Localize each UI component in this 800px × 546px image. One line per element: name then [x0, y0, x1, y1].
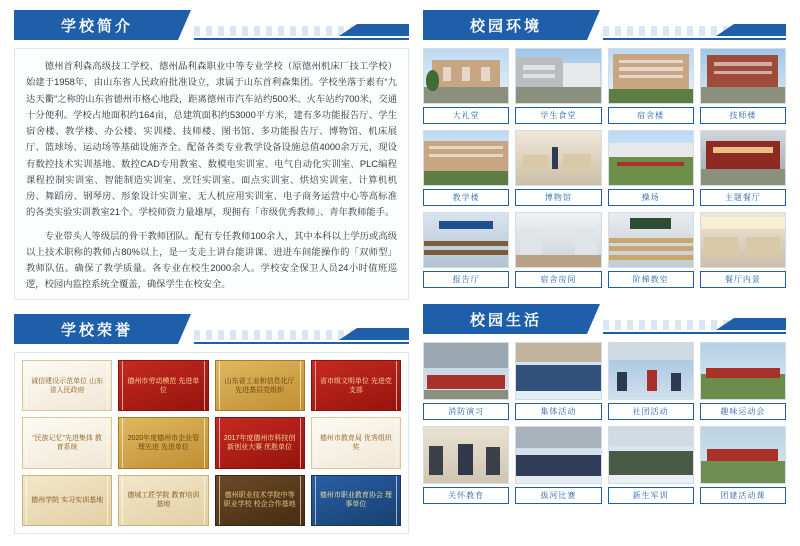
section-header-environment	[423, 10, 786, 40]
photo-caption: 消防演习	[423, 403, 509, 420]
photo-teaching-building	[423, 130, 509, 186]
header-decoration	[194, 10, 409, 40]
photo-item[interactable]	[700, 426, 786, 504]
photo-caption: 拔河比赛	[515, 487, 601, 504]
certificate-label: 诚信建设示范单位 山东省人民政府	[26, 360, 108, 411]
photo-caption: 关怀教育	[423, 487, 509, 504]
photo-military-training	[608, 426, 694, 484]
photo-caption: 主题餐厅	[700, 189, 786, 206]
intro-paragraph: 德州首利森高级技工学校、德州晶利森职业中等专业学校（原德州机床厂技工学校）始建于1958年，由山东省人民政府批准设立，隶属于山东首利森集团。学校坐落于素有“九达天衢”之称的山东省德州市格心地段，距离德州市汽车站约500米、火车站约700米，交通十分便利。学校占地面积约164亩，总建筑面积约53000平方米，建有多功能报告厅、学生宿舍楼、教学楼、办公楼、实训楼、技师楼、图书馆、多功能报告厅、博物馆、机床展厅、篮球场、运动场等基础设施齐全。配备各类专业教学设备设施总值4000余万元，现设有数控技术实训基地、数控CAD专用教室、数模电实训室、电气自动化实训室、PLC编程课程控制实训室、智能制造实训室、烹饪实训室、面点实训室、烘焙实训室、计算机机房、舞蹈房、钢琴房、形象设计实训室、无人机应用实训室、电子商务运营中心等高标准的各类实验实训教室21个。学校师资力量雄厚，现拥有「市级优秀教师」、青年教师能手。	[26, 61, 397, 218]
photo-care-education	[423, 426, 509, 484]
certificate-label: 2017年度德州市科技创新创业大赛 优胜单位	[219, 417, 301, 468]
photo-item[interactable]	[423, 48, 509, 124]
photo-caption: 宿舍楼	[608, 107, 694, 124]
header-decoration	[603, 10, 786, 40]
photo-theme-restaurant	[700, 130, 786, 186]
photo-canteen-interior	[700, 212, 786, 268]
photo-caption: 博物馆	[515, 189, 601, 206]
section-title-environment: 校园环境	[423, 10, 587, 40]
photo-item[interactable]	[423, 212, 509, 288]
photo-item[interactable]	[608, 48, 694, 124]
photo-caption: 操场	[608, 189, 694, 206]
photo-tech-building	[700, 48, 786, 104]
photo-item[interactable]	[515, 342, 601, 420]
certificate-item	[215, 475, 305, 526]
certificate-label: 德城工匠学院 教育培训基地	[122, 475, 204, 526]
certificate-label: 德州学院 实习实训基地	[26, 475, 108, 526]
two-column-layout	[14, 10, 786, 536]
photo-item[interactable]	[515, 426, 601, 504]
certificate-label: 省市级文明单位 先进党支部	[315, 360, 397, 411]
photo-item[interactable]	[608, 426, 694, 504]
photo-playground	[608, 130, 694, 186]
certificate-item	[215, 360, 305, 411]
section-header-intro	[14, 10, 409, 40]
certificate-item	[22, 360, 112, 411]
campus-environment-gallery	[423, 48, 786, 288]
photo-item[interactable]	[515, 130, 601, 206]
certificate-item	[215, 417, 305, 468]
school-introduction-text	[14, 48, 409, 300]
photo-caption: 大礼堂	[423, 107, 509, 124]
certificate-item	[22, 475, 112, 526]
photo-caption: 报告厅	[423, 271, 509, 288]
section-header-honor	[14, 314, 409, 344]
photo-caption: 技师楼	[700, 107, 786, 124]
photo-caption: 阶梯教室	[608, 271, 694, 288]
header-decoration	[194, 314, 409, 344]
header-decoration	[603, 304, 786, 334]
photo-caption: 社团活动	[608, 403, 694, 420]
photo-caption: 团建活动课	[700, 487, 786, 504]
photo-classroom	[608, 212, 694, 268]
certificate-label: 德州市教育局 优秀组织奖	[315, 417, 397, 468]
left-column	[14, 10, 409, 536]
certificate-label: 德州职业技术学院中等职业学校 校企合作基地	[219, 475, 301, 526]
photo-caption: 宿舍房间	[515, 271, 601, 288]
photo-caption: 餐厅内景	[700, 271, 786, 288]
photo-item[interactable]	[423, 342, 509, 420]
photo-item[interactable]	[423, 426, 509, 504]
photo-item[interactable]	[608, 342, 694, 420]
certificate-item	[22, 417, 112, 468]
certificate-item	[311, 360, 401, 411]
certificate-item	[118, 360, 208, 411]
photo-item[interactable]	[700, 48, 786, 124]
photo-caption: 学生食堂	[515, 107, 601, 124]
photo-lecture-hall	[423, 212, 509, 268]
right-column	[423, 10, 786, 536]
section-title-life: 校园生活	[423, 304, 587, 334]
campus-life-gallery	[423, 342, 786, 504]
photo-group-activity	[515, 342, 601, 400]
photo-caption: 集体活动	[515, 403, 601, 420]
photo-item[interactable]	[608, 212, 694, 288]
photo-caption: 趣味运动会	[700, 403, 786, 420]
photo-item[interactable]	[423, 130, 509, 206]
photo-dorm	[608, 48, 694, 104]
certificate-item	[118, 417, 208, 468]
photo-dorm-room	[515, 212, 601, 268]
photo-item[interactable]	[515, 212, 601, 288]
photo-item[interactable]	[700, 342, 786, 420]
photo-museum	[515, 130, 601, 186]
certificate-item	[118, 475, 208, 526]
photo-tug-of-war	[515, 426, 601, 484]
certificate-item	[311, 475, 401, 526]
photo-item[interactable]	[515, 48, 601, 124]
certificate-label: 德州市劳动模范 先进单位	[122, 360, 204, 411]
certificate-item	[311, 417, 401, 468]
photo-sports-meet	[700, 342, 786, 400]
photo-hall	[423, 48, 509, 104]
certificate-label: 山东省工业和信息化厅 先进基层党组织	[219, 360, 301, 411]
certificate-label: “民族记忆”先进集体 教育系统	[26, 417, 108, 468]
certificate-label: 2020年度德州市企业管理先进 先进单位	[122, 417, 204, 468]
section-header-life	[423, 304, 786, 334]
honor-certificate-grid	[14, 352, 409, 534]
photo-item[interactable]	[700, 212, 786, 288]
intro-paragraph: 专业带头人等级层的骨干教师团队。配有专任教师100余人，其中本科以上学历或高级以上技术职称的教师占80%以上，是一支走上讲台能讲课、进进车间能操作的「双师型」教师队伍。确保了教学质量。各专业在校生2000余人。学校安全保卫人员24小时值班巡逻，校园内监控系统全覆盖，确保学生在校安全。	[26, 230, 397, 290]
photo-item[interactable]	[700, 130, 786, 206]
photo-fire-drill	[423, 342, 509, 400]
photo-item[interactable]	[608, 130, 694, 206]
photo-caption: 新生军训	[608, 487, 694, 504]
certificate-label: 德州市职业教育协会 理事单位	[315, 475, 397, 526]
photo-caption: 教学楼	[423, 189, 509, 206]
section-title-honor: 学校荣誉	[14, 314, 178, 344]
photo-canteen-out	[515, 48, 601, 104]
photo-club-activity	[608, 342, 694, 400]
photo-team-building	[700, 426, 786, 484]
section-title-intro: 学校简介	[14, 10, 178, 40]
